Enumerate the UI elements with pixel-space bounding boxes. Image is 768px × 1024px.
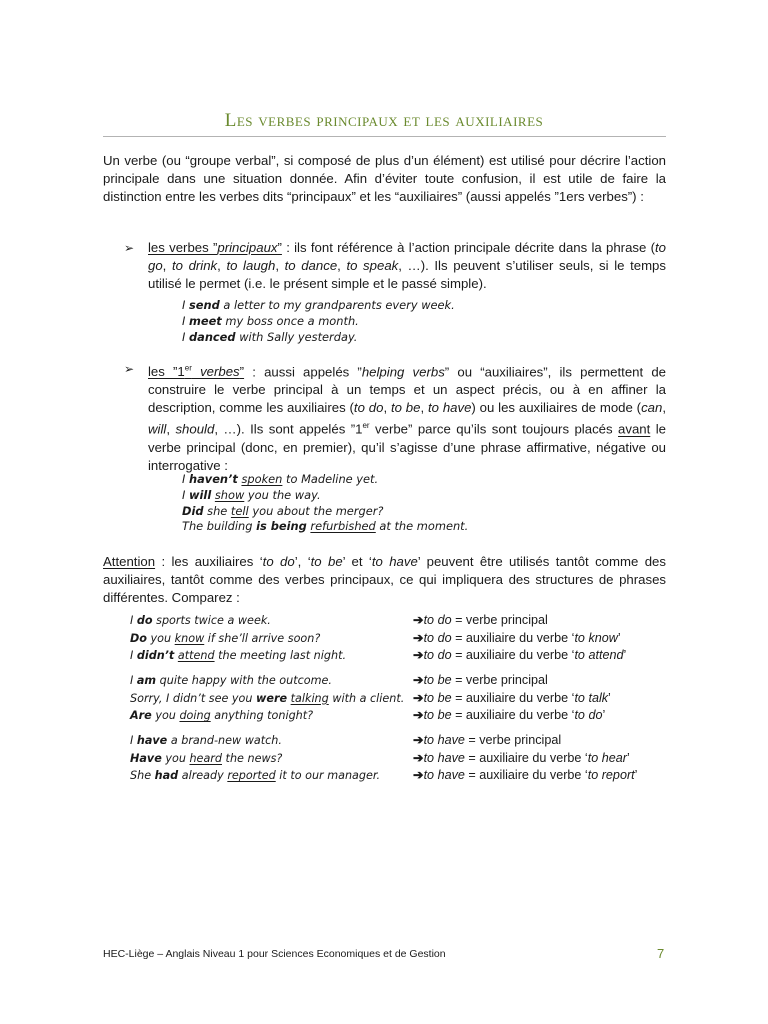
- comparison-explanation: ➔to have = auxiliaire du verbe ‘to report’: [413, 768, 638, 782]
- right-arrow-icon: ➔: [413, 750, 424, 765]
- comparison-explanation: ➔to do = auxiliaire du verbe ‘to attend’: [413, 648, 627, 662]
- comparison-explanations: [413, 672, 611, 725]
- comparison-sentence: She had already reported it to our manager.: [130, 769, 381, 782]
- example-sentences-auxiliary: [182, 472, 468, 535]
- page-number: 7: [657, 946, 665, 961]
- comparison-sentence: I have a brand-new watch.: [130, 734, 282, 747]
- page-title: Les verbes principaux et les auxiliaires: [224, 110, 544, 131]
- comparison-sentence: Sorry, I didn’t see you were talking with a client.: [130, 691, 405, 705]
- comparison-explanation: ➔to have = auxiliaire du verbe ‘to hear’: [413, 750, 630, 765]
- example-sentences-principal: [182, 298, 455, 345]
- example-sentence: I will show you the way.: [182, 487, 321, 502]
- comparison-explanation: ➔to do = verbe principal: [413, 613, 548, 627]
- comparison-sentence: Are you doing anything tonight?: [130, 709, 314, 722]
- comparison-explanation: ➔to have = verbe principal: [413, 733, 562, 747]
- bullet-heading: les verbes ”principaux”: [148, 240, 282, 255]
- example-sentence: I meet my boss once a month.: [182, 313, 359, 328]
- example-sentence: Did she tell you about the merger?: [182, 503, 384, 518]
- comparison-explanation: ➔to be = auxiliaire du verbe ‘to talk’: [413, 690, 611, 705]
- example-sentence: I danced with Sally yesterday.: [182, 329, 358, 344]
- comparison-examples: [130, 732, 380, 785]
- comparison-sentence: I didn’t attend the meeting last night.: [130, 649, 347, 662]
- bullet-auxiliary-verbs: les ”1er verbes” : aussi appelés ”helping verbs” ou “auxiliaires”, ils permettent de construire le verbe principal à un temps et un aspect précis, ou à en affiner la description, comme les auxiliaires (to do, to be, to have) ou les auxiliaires de mode (can, will, should, …). Ils sont appelés ”1er verbe” parce qu’ils sont toujours placés avant le verbe principal (donc, en premier), qu’il s’agisse d’une phrase affirmative, négative ou interrogative :: [148, 364, 667, 473]
- comparison-explanation: ➔to be = verbe principal: [413, 673, 548, 687]
- bullet-heading: les ”1er verbes”: [148, 364, 245, 380]
- bullet-principal-verbs: les verbes ”principaux” : ils font référence à l’action principale décrite dans la phrase (to go, to drink, to laugh, to dance, to speak, …). Ils peuvent s’utiliser seuls, si le temps utilisé le permet (i.e. le présent simple et le passé simple).: [148, 240, 667, 291]
- comparison-sentence: Have you heard the news?: [130, 751, 283, 765]
- attention-label: Attention: [103, 554, 156, 569]
- right-arrow-icon: ➔: [413, 690, 424, 705]
- comparison-explanations: [413, 612, 626, 665]
- arrow-bullet-icon: ➢: [124, 241, 135, 255]
- right-arrow-icon: ➔: [413, 613, 424, 627]
- right-arrow-icon: ➔: [413, 708, 424, 722]
- arrow-bullet-icon: ➢: [124, 362, 135, 376]
- right-arrow-icon: ➔: [413, 630, 424, 645]
- comparison-explanation: ➔to be = auxiliaire du verbe ‘to do’: [413, 708, 606, 722]
- example-sentence: The building is being refurbished at the moment.: [182, 519, 469, 534]
- comparison-examples: [130, 672, 404, 725]
- comparison-explanation: ➔to do = auxiliaire du verbe ‘to know’: [413, 630, 621, 645]
- comparison-sentence: Do you know if she’ll arrive soon?: [130, 631, 321, 645]
- attention-paragraph: Attention : les auxiliaires ‘to do’, ‘to be’ et ‘to have’ peuvent être utilisés tantôt comme des auxiliaires, tantôt comme des verbes principaux, ce qui impliquera des structures de phrases différentes. Comparez :: [103, 554, 666, 605]
- comparison-sentence: I do sports twice a week.: [130, 614, 271, 627]
- right-arrow-icon: ➔: [413, 673, 424, 687]
- title-divider: [103, 136, 666, 137]
- right-arrow-icon: ➔: [413, 648, 424, 662]
- right-arrow-icon: ➔: [413, 768, 424, 782]
- comparison-sentence: I am quite happy with the outcome.: [130, 674, 332, 687]
- example-sentence: I haven’t spoken to Madeline yet.: [182, 472, 379, 486]
- right-arrow-icon: ➔: [413, 733, 424, 747]
- footer-text: HEC-Liège – Anglais Niveau 1 pour Sciences Economiques et de Gestion: [103, 948, 446, 960]
- example-sentence: I send a letter to my grandparents every week.: [182, 298, 455, 312]
- comparison-examples: [130, 612, 346, 665]
- comparison-explanations: [413, 732, 637, 785]
- intro-paragraph: Un verbe (ou “groupe verbal”, si composé de plus d’un élément) est utilisé pour décrire l’action principale dans une situation donnée. Afin d’éviter toute confusion, il est utile de faire la distinction entre les verbes dits “principaux” et les “auxiliaires” (aussi appelés ”1ers verbes”) :: [103, 153, 666, 204]
